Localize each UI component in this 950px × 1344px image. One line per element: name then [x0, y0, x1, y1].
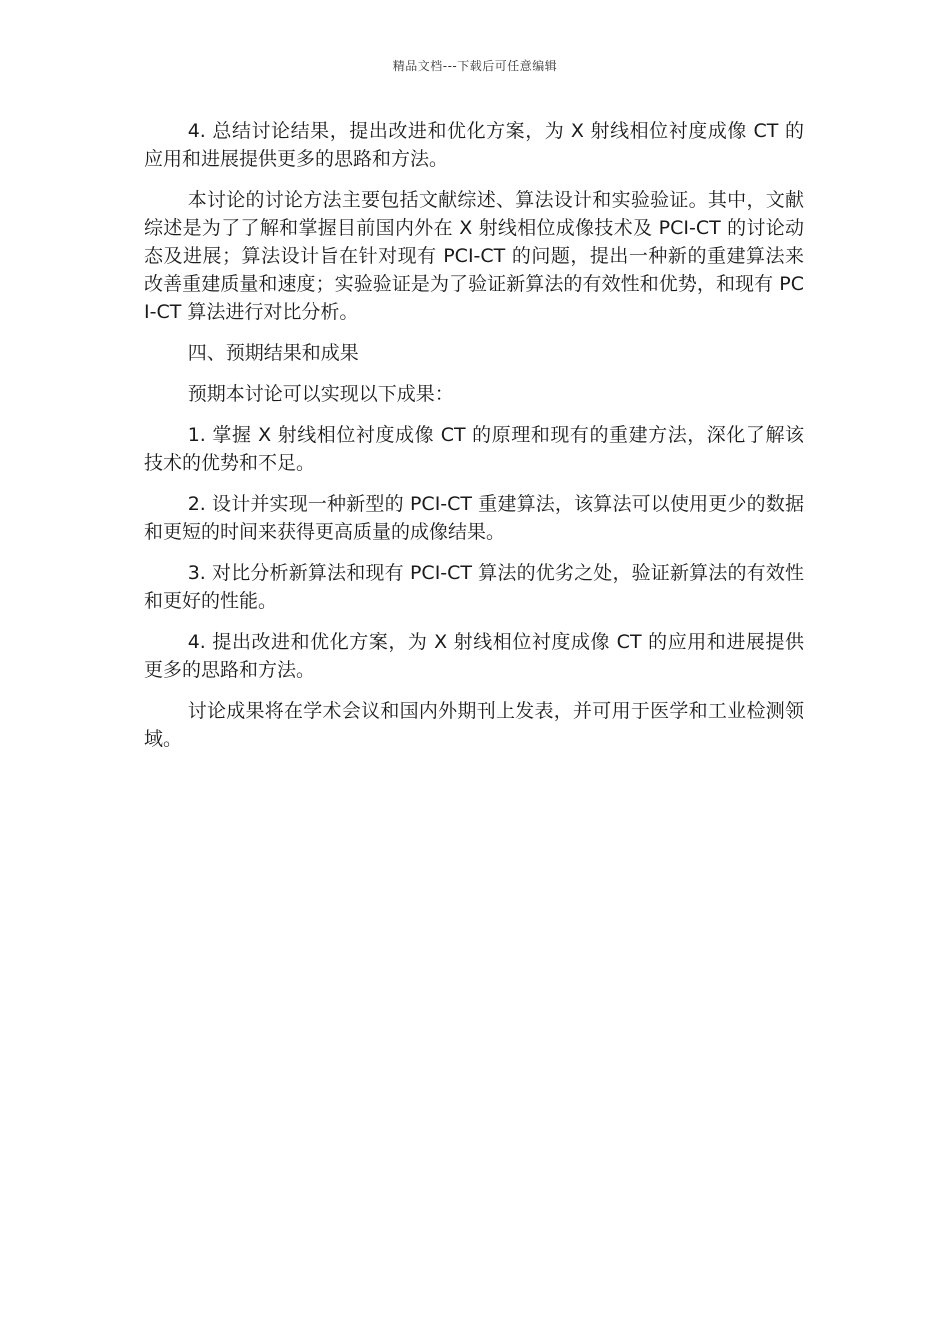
list-item-result-3: 3. 对比分析新算法和现有 PCI-CT 算法的优劣之处，验证新算法的有效性和更好的性能。 — [144, 562, 804, 612]
list-item-result-2: 2. 设计并实现一种新型的 PCI-CT 重建算法，该算法可以使用更少的数据和更短的时间来获得更高质量的成像结果。 — [144, 493, 804, 543]
paragraph-results-intro: 预期本讨论可以实现以下成果： — [187, 383, 454, 405]
paragraph-methods: 本讨论的讨论方法主要包括文献综述、算法设计和实验验证。其中，文献综述是为了了解和掌握目前国内外在 X 射线相位成像技术及 PCI-CT 的讨论动态及进展；算法设计旨在针对现有 PCI-CT 的问题，提出一种新的重建算法来改善重建质量和速度；实验验证是为了验证新算法的有效性和优势，和现有 PCI-CT 算法进行对比分析。 — [144, 189, 804, 323]
list-item-result-1: 1. 掌握 X 射线相位衬度成像 CT 的原理和现有的重建方法，深化了解该技术的优势和不足。 — [144, 424, 804, 474]
paragraph-publication: 讨论成果将在学术会议和国内外期刊上发表，并可用于医学和工业检测领域。 — [144, 700, 804, 750]
paragraph-summary-item-4: 4. 总结讨论结果，提出改进和优化方案，为 X 射线相位衬度成像 CT 的应用和进展提供更多的思路和方法。 — [144, 120, 804, 170]
document-body — [144, 117, 804, 766]
section-heading-expected-results: 四、预期结果和成果 — [187, 342, 359, 364]
page-header: 精品文档---下载后可任意编辑 — [392, 59, 558, 73]
list-item-result-4: 4. 提出改进和优化方案，为 X 射线相位衬度成像 CT 的应用和进展提供更多的思路和方法。 — [144, 631, 804, 681]
